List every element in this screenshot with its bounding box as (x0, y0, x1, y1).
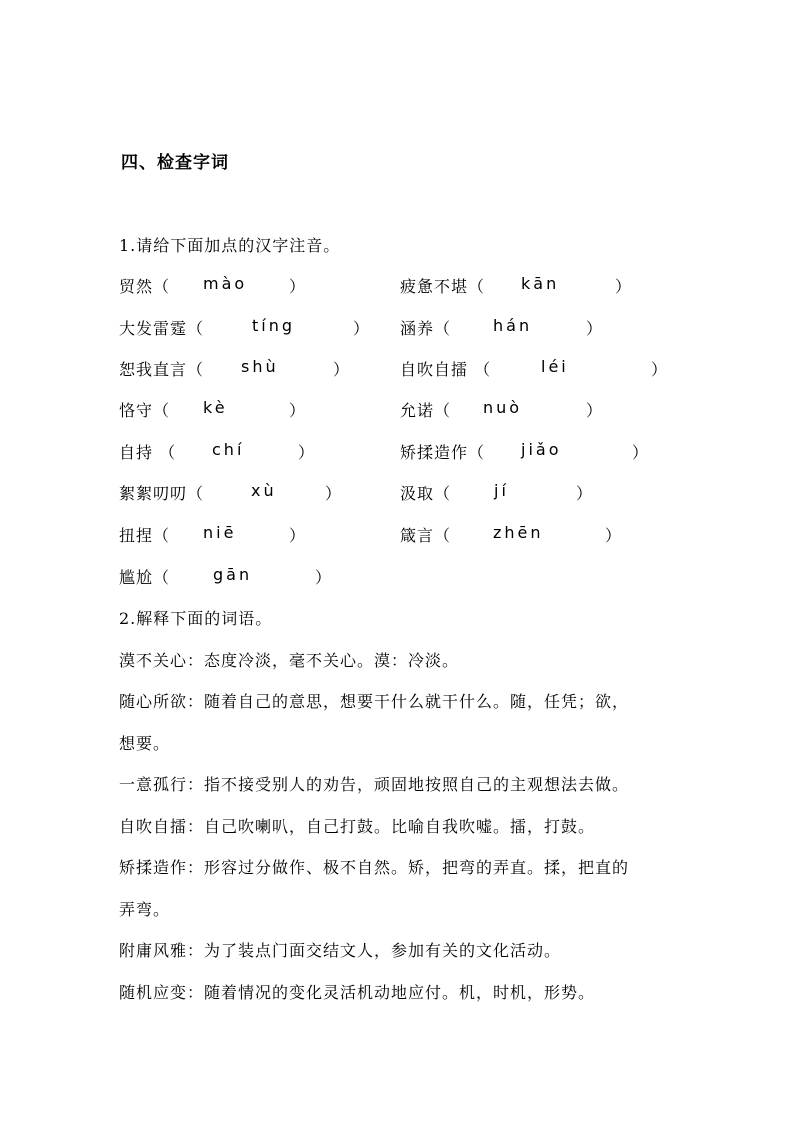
item-close-paren: ） (325, 484, 343, 503)
definition-line: 随心所欲：随着自己的意思，想要干什么就干什么。随，任凭；欲， (119, 692, 630, 711)
pinyin-item (119, 274, 307, 297)
item-close-paren: ） (605, 526, 623, 545)
item-close-paren: ） (298, 443, 316, 462)
item-pinyin: hán (493, 316, 533, 335)
pinyin-item (119, 565, 333, 588)
definition-line: 弄弯。 (119, 900, 171, 919)
item-pinyin: xù (251, 481, 277, 500)
item-word: 箴言（ (400, 526, 452, 545)
item-pinyin: gān (213, 565, 253, 584)
definition-line: 想要。 (119, 734, 171, 753)
item-pinyin: tíng (252, 316, 296, 335)
item-pinyin: kè (203, 398, 228, 417)
item-pinyin: nuò (483, 398, 523, 417)
definition-line: 自吹自擂：自己吹喇叭，自己打鼓。比喻自我吹嘘。擂，打鼓。 (119, 817, 596, 836)
item-pinyin: léi (541, 357, 569, 376)
pinyin-item (400, 481, 594, 504)
item-word: 恕我直言（ (119, 360, 205, 379)
definition-line: 附庸风雅：为了装点门面交结文人，参加有关的文化活动。 (119, 941, 562, 960)
pinyin-item (400, 357, 669, 380)
pinyin-item (119, 398, 307, 421)
item-pinyin: kān (521, 274, 560, 293)
item-pinyin: zhēn (493, 523, 544, 542)
item-pinyin: shù (241, 357, 279, 376)
item-close-paren: ） (289, 401, 307, 420)
definition-line: 矫揉造作：形容过分做作、极不自然。矫，把弯的弄直。揉，把直的 (119, 858, 630, 877)
pinyin-item (119, 481, 343, 504)
definition-line: 一意孤行：指不接受别人的劝告，顽固地按照自己的主观想法去做。 (119, 775, 630, 794)
item-pinyin: chí (212, 440, 245, 459)
item-word: 疲惫不堪（ (400, 277, 486, 296)
item-close-paren: ） (333, 360, 351, 379)
section-title: 四、检查字词 (121, 153, 229, 173)
item-close-paren: ） (289, 277, 307, 296)
item-close-paren: ） (315, 568, 333, 587)
question-1-title: 1.请给下面加点的汉字注音。 (119, 236, 341, 255)
item-word: 矫揉造作（ (400, 443, 486, 462)
item-word: 贸然（ (119, 277, 171, 296)
item-word: 扭捏（ (119, 526, 171, 545)
item-close-paren: ） (651, 360, 669, 379)
item-word: 汲取（ (400, 484, 452, 503)
definition-line: 漠不关心：态度冷淡，毫不关心。漠：冷淡。 (119, 651, 460, 670)
item-word: 絮絮叨叨（ (119, 484, 205, 503)
item-close-paren: ） (615, 277, 633, 296)
item-word: 涵养（ (400, 319, 452, 338)
item-close-paren: ） (576, 484, 594, 503)
pinyin-item (400, 398, 604, 421)
pinyin-item (400, 274, 633, 297)
pinyin-item (119, 440, 316, 463)
item-word: 大发雷霆（ (119, 319, 205, 338)
pinyin-item (119, 357, 351, 380)
item-word: 自吹自擂 （ (400, 360, 492, 379)
item-close-paren: ） (586, 319, 604, 338)
item-close-paren: ） (353, 319, 371, 338)
question-2-title: 2.解释下面的词语。 (119, 609, 273, 628)
item-pinyin: jí (494, 481, 509, 500)
item-pinyin: niē (203, 523, 237, 542)
item-word: 允诺（ (400, 401, 452, 420)
pinyin-item (400, 440, 650, 463)
item-pinyin: jiǎo (521, 440, 562, 459)
pinyin-item (119, 523, 307, 546)
item-close-paren: ） (586, 401, 604, 420)
definition-line: 随机应变：随着情况的变化灵活机动地应付。机，时机，形势。 (119, 983, 596, 1002)
item-pinyin: mào (203, 274, 248, 293)
item-word: 尴尬（ (119, 568, 171, 587)
item-word: 自持 （ (119, 443, 177, 462)
pinyin-item (400, 523, 623, 546)
pinyin-item (119, 316, 371, 339)
item-close-paren: ） (289, 526, 307, 545)
pinyin-item (400, 316, 604, 339)
item-word: 恪守（ (119, 401, 171, 420)
item-close-paren: ） (632, 443, 650, 462)
